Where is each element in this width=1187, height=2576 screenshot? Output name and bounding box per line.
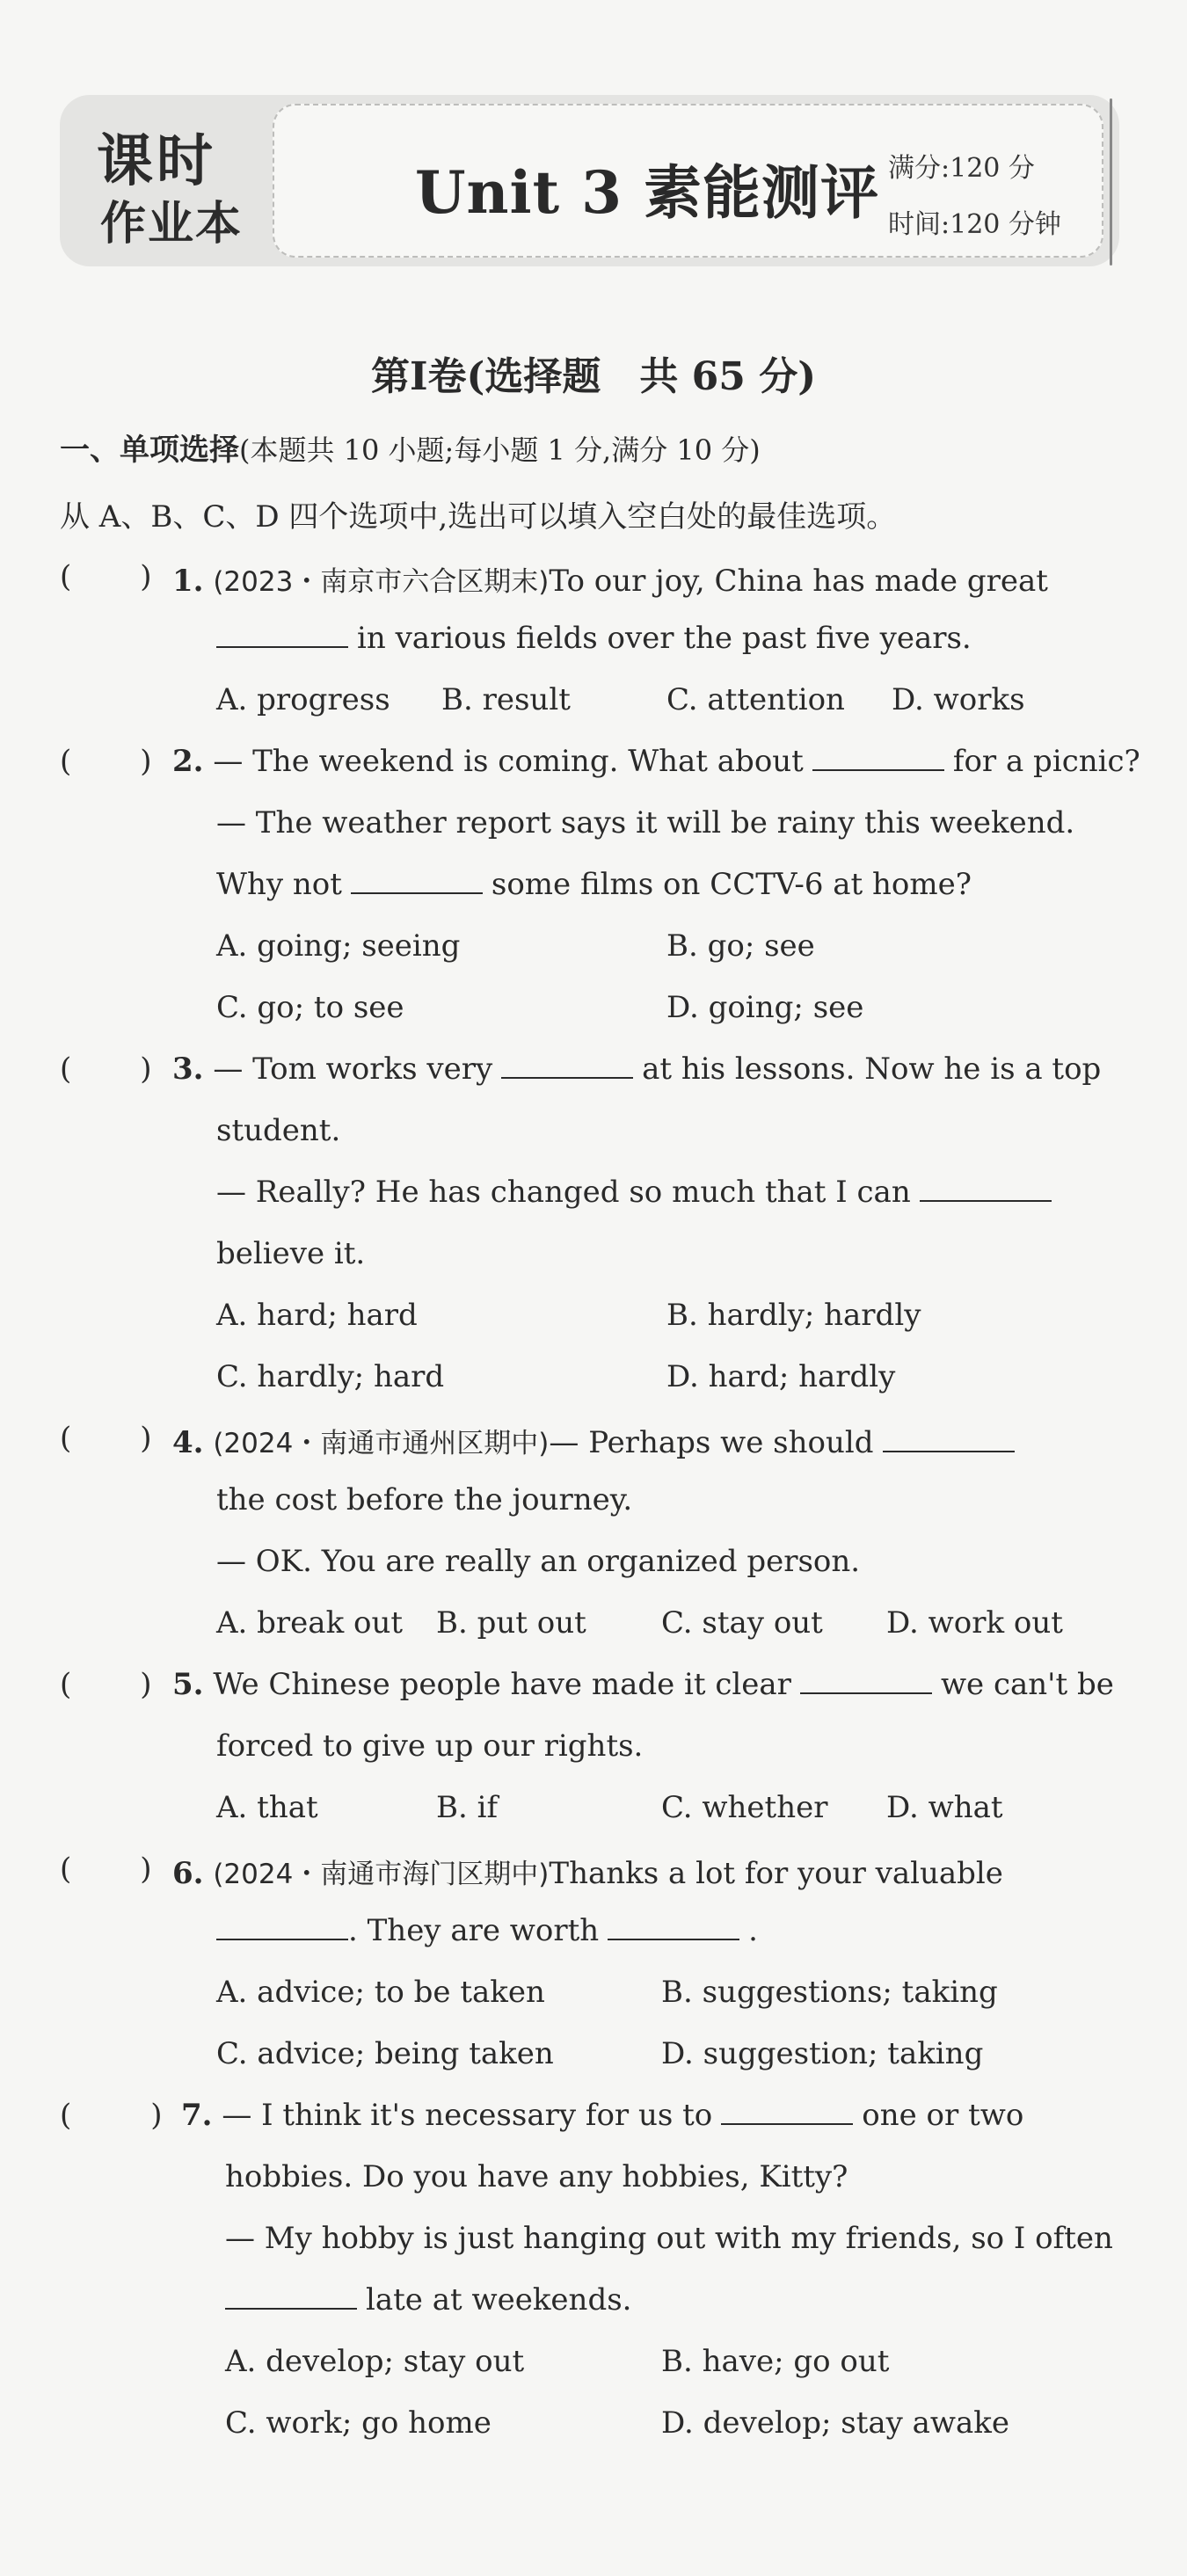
question-3-line3	[216, 1175, 1060, 1210]
question-text: — Tom works very	[213, 1052, 493, 1087]
question-text: — The weekend is coming. What about	[213, 744, 804, 779]
option-a: A. break out	[216, 1605, 404, 1641]
option-c: C. attention	[666, 682, 845, 717]
option-a: A. going; seeing	[216, 928, 461, 964]
option-a: A. develop; stay out	[225, 2344, 525, 2379]
option-d: D. work out	[886, 1605, 1063, 1641]
question-source: (2023・南京市六合区期末)	[213, 566, 550, 598]
option-c: C. work; go home	[225, 2405, 492, 2441]
question-7-line4	[225, 2282, 631, 2318]
paren-open: (	[60, 1421, 72, 1456]
answer-blank	[216, 1914, 348, 1940]
question-3-line2: student.	[216, 1113, 341, 1148]
question-3-line1	[172, 1052, 1101, 1087]
question-source: (2024・南通市海门区期中)	[213, 1859, 550, 1890]
question-text: at his lessons. Now he is a top	[642, 1052, 1102, 1087]
answer-paren[interactable]	[60, 744, 152, 779]
question-text: one or two	[862, 2098, 1024, 2133]
question-number: 3.	[172, 1052, 204, 1087]
answer-blank	[225, 2283, 357, 2310]
paren-close: )	[140, 1052, 152, 1087]
option-b: B. go; see	[666, 928, 815, 964]
answer-blank	[608, 1914, 739, 1940]
question-7-line3: — My hobby is just hanging out with my friends, so I often	[225, 2221, 1113, 2256]
paren-close: )	[140, 1421, 152, 1456]
paren-open: (	[60, 559, 72, 594]
paren-open: (	[60, 1667, 72, 1702]
paren-close: )	[140, 559, 152, 594]
option-b: B. suggestions; taking	[661, 1975, 998, 2010]
option-b: B. result	[441, 682, 571, 717]
logo	[97, 116, 264, 251]
paren-close: )	[140, 744, 152, 779]
question-text: some films on CCTV-6 at home?	[491, 867, 972, 902]
answer-blank	[812, 745, 944, 771]
option-a: A. advice; to be taken	[216, 1975, 545, 2010]
question-number: 2.	[172, 744, 204, 779]
option-b: B. have; go out	[661, 2344, 890, 2379]
option-b: B. put out	[436, 1605, 586, 1641]
question-6-line1	[172, 1852, 1003, 1891]
question-4-line2: the cost before the journey.	[216, 1482, 633, 1517]
option-a: A. progress	[216, 682, 390, 717]
option-d: D. what	[886, 1790, 1003, 1825]
question-1-line1	[172, 559, 1048, 599]
option-a: A. hard; hard	[216, 1298, 418, 1333]
answer-blank	[800, 1668, 932, 1694]
option-b: B. hardly; hardly	[666, 1298, 921, 1333]
margin-mark	[1110, 98, 1112, 266]
option-c: C. go; to see	[216, 990, 404, 1025]
option-d: D. suggestion; taking	[661, 2036, 984, 2071]
page-title: Unit 3 素能测评	[415, 158, 879, 227]
paren-open: (	[60, 1052, 72, 1087]
option-c: C. hardly; hard	[216, 1359, 445, 1394]
instruction: 从 A、B、C、D 四个选项中,选出可以填入空白处的最佳选项。	[60, 499, 897, 535]
question-4-line1	[172, 1421, 1023, 1460]
question-5-line2: forced to give up our rights.	[216, 1728, 644, 1764]
option-a: A. that	[216, 1790, 318, 1825]
question-text: . They are worth	[348, 1913, 600, 1948]
answer-blank	[920, 1175, 1052, 1202]
part-note: (本题共 10 小题;每小题 1 分,满分 10 分)	[239, 433, 761, 467]
question-text: — Really? He has changed so much that I can	[216, 1175, 911, 1210]
question-text: in various fields over the past five years.	[357, 621, 972, 656]
paren-open: (	[60, 744, 72, 779]
question-text: To our joy, China has made great	[549, 564, 1048, 599]
section-title: 第Ⅰ卷(选择题 共 65 分)	[370, 354, 817, 399]
answer-blank	[501, 1052, 633, 1079]
option-d: D. works	[892, 682, 1025, 717]
option-c: C. advice; being taken	[216, 2036, 554, 2071]
part-title	[60, 426, 761, 469]
question-text: — I think it's necessary for us to	[222, 2098, 713, 2133]
question-number: 1.	[172, 564, 204, 599]
question-2-line2: — The weather report says it will be rainy this weekend.	[216, 805, 1075, 840]
paren-open: (	[60, 1852, 72, 1887]
answer-blank	[351, 868, 483, 894]
paren-close: )	[140, 1852, 152, 1887]
option-c: C. whether	[661, 1790, 828, 1825]
question-7-line2: hobbies. Do you have any hobbies, Kitty?	[225, 2159, 848, 2194]
question-number: 5.	[172, 1667, 204, 1702]
answer-paren[interactable]	[60, 1667, 152, 1702]
question-3-line4: believe it.	[216, 1236, 366, 1271]
logo-line2: 作业本	[100, 198, 244, 251]
question-7-line1	[181, 2098, 1023, 2133]
question-text: for a picnic?	[952, 744, 1140, 779]
question-5-line1	[172, 1667, 1114, 1702]
question-text: Why not	[216, 867, 342, 902]
answer-paren[interactable]	[60, 2098, 163, 2133]
question-4-line3: — OK. You are really an organized person.	[216, 1544, 861, 1579]
part-label: 一、单项选择	[60, 433, 239, 468]
header-banner	[60, 95, 1119, 266]
question-text: — Perhaps we should	[549, 1425, 874, 1460]
option-b: B. if	[436, 1790, 499, 1825]
paren-close: )	[140, 1667, 152, 1702]
question-number: 7.	[181, 2098, 213, 2133]
time-limit: 时间:120 分钟	[888, 209, 1061, 240]
question-text: We Chinese people have made it clear	[213, 1667, 791, 1702]
option-d: D. hard; hardly	[666, 1359, 896, 1394]
paren-open: (	[60, 2098, 72, 2133]
option-d: D. develop; stay awake	[661, 2405, 1010, 2441]
question-2-line3	[216, 867, 972, 902]
answer-blank	[721, 2099, 853, 2125]
question-number: 6.	[172, 1856, 204, 1891]
question-source: (2024・南通市通州区期中)	[213, 1428, 550, 1459]
paren-close: )	[150, 2098, 163, 2133]
answer-blank	[216, 622, 348, 648]
answer-paren[interactable]	[60, 1852, 152, 1887]
question-text: late at weekends.	[366, 2282, 632, 2318]
title-box	[273, 104, 1103, 258]
answer-blank	[883, 1426, 1015, 1452]
question-6-line2	[216, 1913, 758, 1948]
option-d: D. going; see	[666, 990, 864, 1025]
logo-line1: 课时	[97, 129, 216, 194]
answer-paren[interactable]	[60, 1052, 152, 1087]
option-c: C. stay out	[661, 1605, 823, 1641]
question-text: we can't be	[940, 1667, 1114, 1702]
answer-paren[interactable]	[60, 559, 152, 594]
question-number: 4.	[172, 1425, 204, 1460]
full-marks: 满分:120 分	[888, 153, 1035, 184]
answer-paren[interactable]	[60, 1421, 152, 1456]
question-1-line2	[216, 621, 972, 656]
question-2-line1	[172, 744, 1140, 779]
question-text: Thanks a lot for your valuable	[549, 1856, 1003, 1891]
question-text: .	[748, 1913, 758, 1948]
